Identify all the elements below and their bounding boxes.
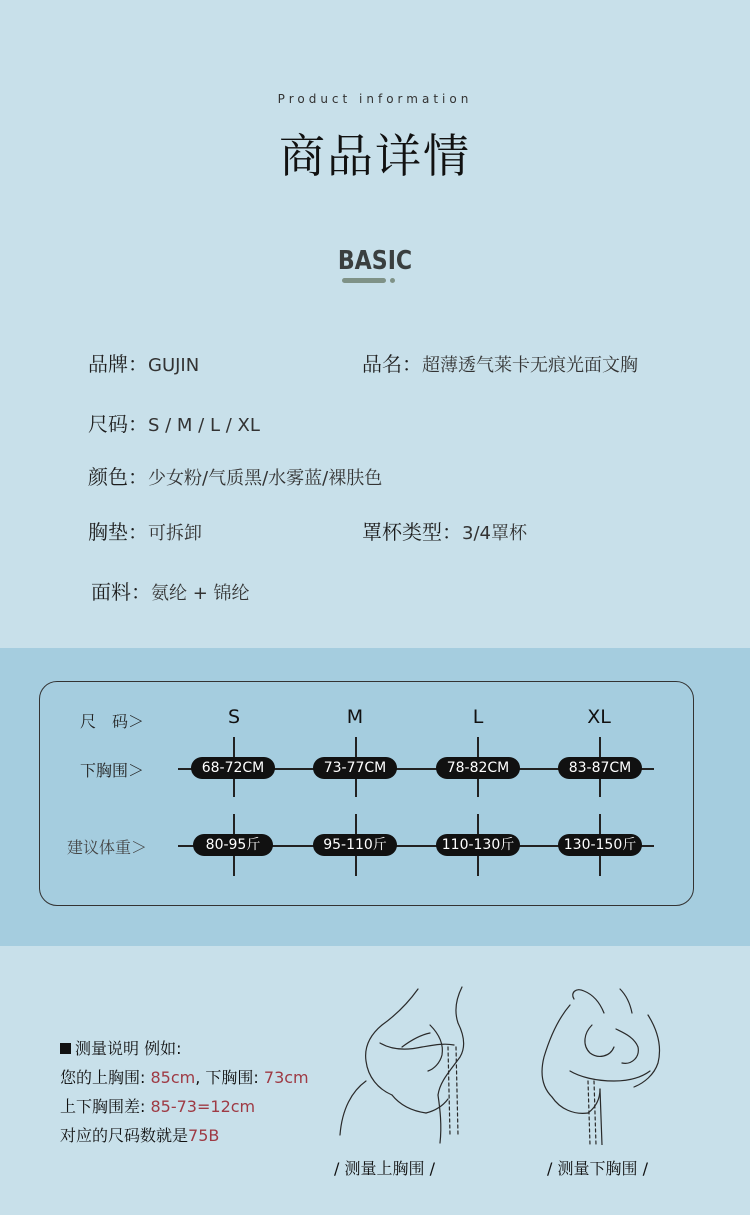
underbust-m-pill: 73-77CM xyxy=(313,757,397,779)
brand-label: 品牌： xyxy=(88,352,148,376)
size-head-s: S xyxy=(227,706,241,728)
measure-heading xyxy=(60,1036,181,1059)
square-bullet-icon xyxy=(60,1043,71,1054)
size-head-m: M xyxy=(346,706,364,728)
row-label-weight: 建议体重＞ xyxy=(67,838,148,857)
size-head-l: L xyxy=(472,706,484,728)
weight-s-pill: 80-95斤 xyxy=(193,834,273,856)
color-value: 少女粉/气质黑/水雾蓝/裸肤色 xyxy=(148,468,383,489)
measure-line-3 xyxy=(60,1123,219,1146)
size-head-xl: XL xyxy=(587,706,611,728)
pad-value: 可拆卸 xyxy=(148,523,202,544)
name-value: 超薄透气莱卡无痕光面文胸 xyxy=(422,355,638,376)
under-bust-label: , 下胸围: xyxy=(195,1068,264,1087)
name-label: 品名： xyxy=(362,352,422,376)
product-name-info xyxy=(362,348,638,377)
diff-label: 上下胸围差: xyxy=(60,1097,151,1116)
row-label-size: 尺 码＞ xyxy=(80,712,145,731)
upper-bust-label: 您的上胸围: xyxy=(60,1068,151,1087)
measure-line-1 xyxy=(60,1065,309,1088)
upper-bust-value: 85cm xyxy=(150,1068,196,1087)
badge-underline xyxy=(342,278,386,283)
row-label-underbust: 下胸围＞ xyxy=(80,761,145,780)
underbust-xl-pill: 83-87CM xyxy=(558,757,642,779)
result-label: 对应的尺码数就是 xyxy=(60,1126,189,1145)
size-value: S / M / L / XL xyxy=(148,415,260,436)
size-info xyxy=(88,408,260,437)
brand-info xyxy=(88,348,199,377)
measure-line-2 xyxy=(60,1094,255,1117)
badge-dot xyxy=(390,278,395,283)
fabric-label: 面料： xyxy=(91,580,151,604)
brand-value: GUJIN xyxy=(148,355,200,376)
diff-value: 85-73=12cm xyxy=(150,1097,256,1116)
color-label: 颜色： xyxy=(88,465,148,489)
underbust-s-pill: 68-72CM xyxy=(191,757,275,779)
weight-l-pill: 110-130斤 xyxy=(436,834,520,856)
upper-bust-illustration-icon xyxy=(330,985,480,1145)
page-subtitle: Product information xyxy=(277,92,473,106)
pad-info xyxy=(88,516,202,545)
page-title: 商品详情 xyxy=(279,129,471,183)
under-bust-value: 73cm xyxy=(263,1068,309,1087)
pad-label: 胸垫： xyxy=(88,520,148,544)
under-bust-illustration-icon xyxy=(530,985,680,1145)
cup-value: 3/4罩杯 xyxy=(462,523,527,544)
cup-info xyxy=(362,516,527,545)
caption-under-bust: / 测量下胸围 / xyxy=(547,1159,648,1178)
fabric-info xyxy=(91,576,250,605)
underbust-l-pill: 78-82CM xyxy=(436,757,520,779)
measure-heading-text: 测量说明 例如: xyxy=(75,1039,182,1058)
caption-upper-bust: / 测量上胸围 / xyxy=(334,1159,435,1178)
basic-badge: BASIC xyxy=(337,246,413,276)
weight-m-pill: 95-110斤 xyxy=(313,834,397,856)
weight-xl-pill: 130-150斤 xyxy=(558,834,642,856)
fabric-value: 氨纶 + 锦纶 xyxy=(151,583,250,604)
color-info xyxy=(88,461,382,490)
size-label: 尺码： xyxy=(88,412,148,436)
result-value: 75B xyxy=(188,1126,220,1145)
cup-label: 罩杯类型： xyxy=(362,520,462,544)
